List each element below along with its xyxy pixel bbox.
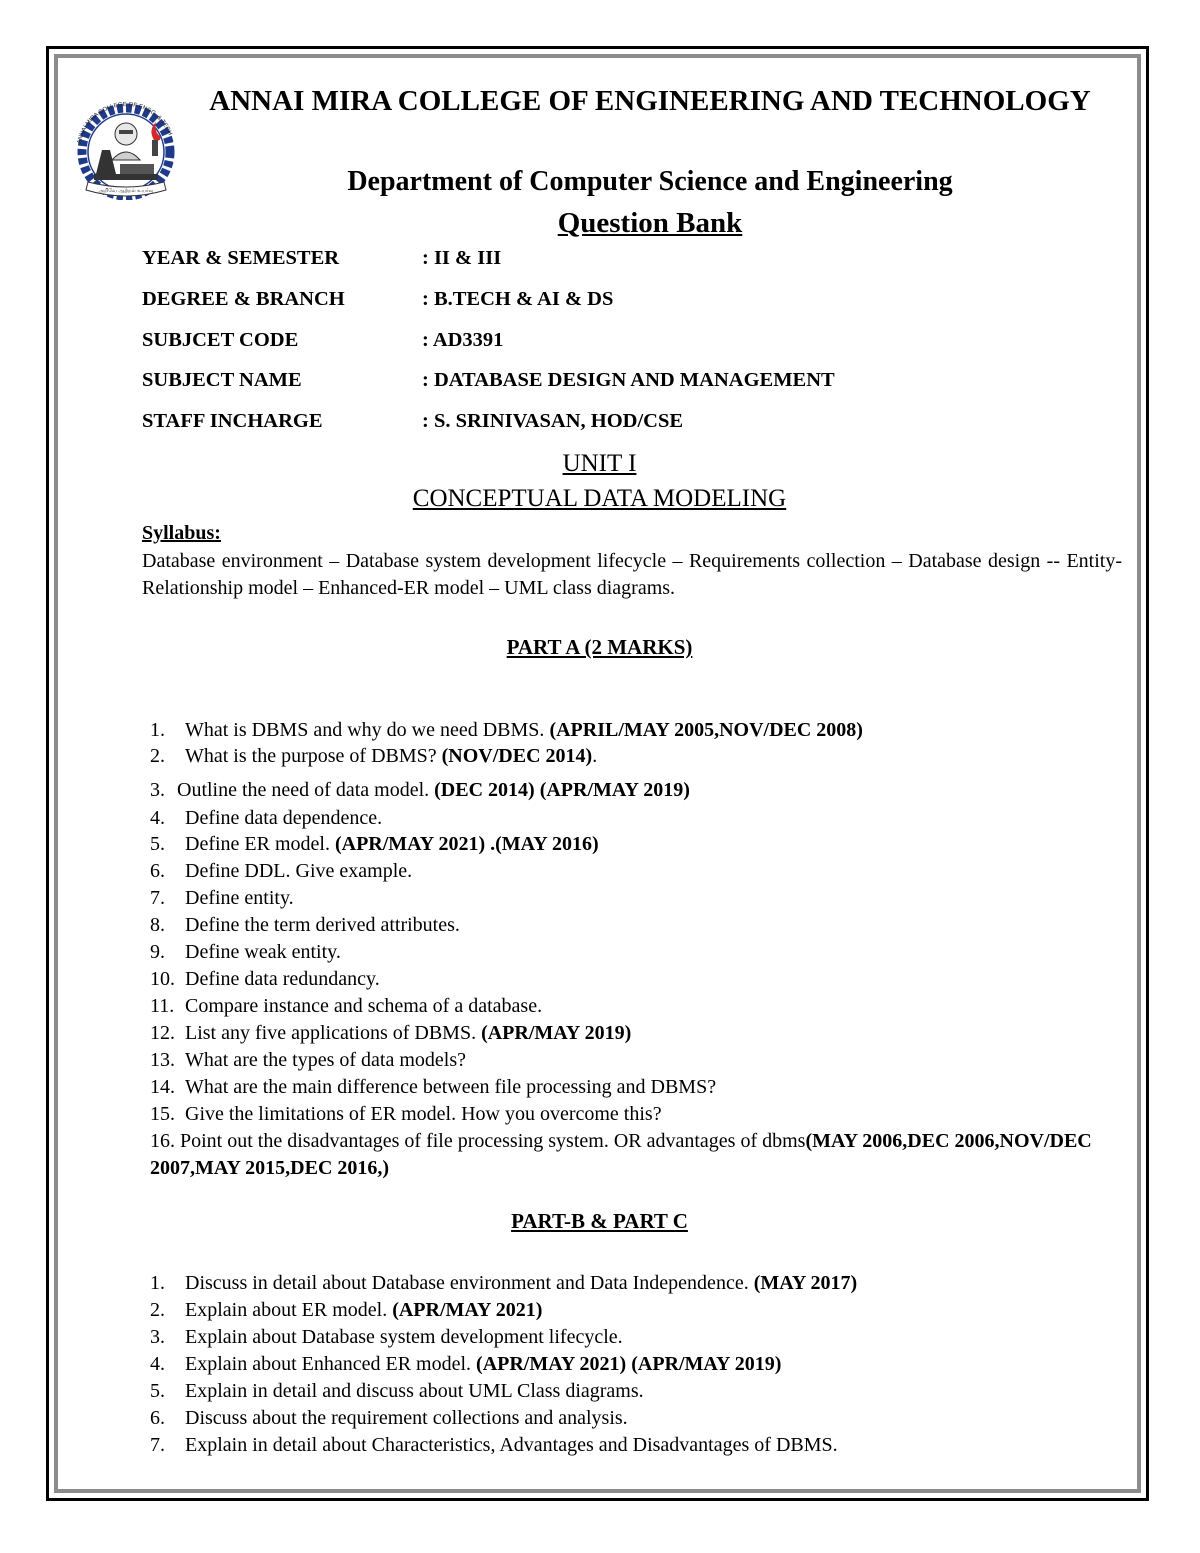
meta-value: : II & III	[422, 247, 502, 269]
question-text: Compare instance and schema of a database.	[185, 995, 543, 1017]
question-text: What is the purpose of DBMS? (NOV/DEC 2014).	[185, 745, 598, 767]
meta-value: : DATABASE DESIGN AND MANAGEMENT	[422, 369, 835, 391]
question-text: Explain about ER model. (APR/MAY 2021)	[185, 1299, 543, 1321]
college-name: ANNAI MIRA COLLEGE OF ENGINEERING AND TECHNOLOGY	[209, 85, 1091, 117]
question-text: Give the limitations of ER model. How you overcome this?	[185, 1103, 662, 1125]
question-text: Define data dependence.	[185, 807, 383, 829]
syllabus-label: Syllabus:	[142, 522, 221, 544]
exam-reference: (APR/MAY 2021) .(MAY 2016)	[334, 833, 599, 855]
question-text: What are the main difference between file processing and DBMS?	[185, 1076, 717, 1098]
question-number: 1.	[150, 1272, 165, 1294]
question-text: Define data redundancy.	[185, 968, 380, 990]
question-number: 10.	[150, 968, 175, 990]
question-text: Define ER model. (APR/MAY 2021) .(MAY 2016)	[185, 833, 599, 855]
question-number: 2.	[150, 1299, 165, 1321]
question-text: What is DBMS and why do we need DBMS. (APRIL/MAY 2005,NOV/DEC 2008)	[185, 719, 863, 741]
college-logo-icon	[64, 94, 188, 200]
meta-key: YEAR & SEMESTER	[142, 247, 340, 269]
question-number: 12.	[150, 1022, 175, 1044]
meta-key: STAFF INCHARGE	[142, 410, 323, 432]
question-number: 2.	[150, 745, 165, 767]
exam-reference: (MAY 2006,DEC 2006,NOV/DEC 2007,MAY 2015,DEC 2016,)	[150, 1130, 1092, 1179]
question-text: Explain about Enhanced ER model. (APR/MAY 2021) (APR/MAY 2019)	[185, 1353, 782, 1375]
question-number: 4.	[150, 807, 165, 829]
meta-value: : S. SRINIVASAN, HOD/CSE	[422, 410, 684, 432]
question-text: Discuss about the requirement collections and analysis.	[185, 1407, 628, 1429]
document-title: Question Bank	[557, 207, 743, 239]
question-text: Discuss in detail about Database environment and Data Independence. (MAY 2017)	[185, 1272, 858, 1294]
question-number: 5.	[150, 833, 165, 855]
question-text: Define weak entity.	[185, 941, 341, 963]
meta-key: SUBJECT NAME	[142, 369, 302, 391]
question-number: 13.	[150, 1049, 175, 1071]
unit-title: UNIT I	[562, 450, 637, 477]
exam-reference: (APR/MAY 2021) (APR/MAY 2019)	[476, 1353, 782, 1375]
question-text: Explain about Database system development lifecycle.	[185, 1326, 623, 1348]
meta-value: : AD3391	[422, 329, 504, 351]
question-number: 9.	[150, 941, 165, 963]
question-text: Outline the need of data model. (DEC 2014) (APR/MAY 2019)	[177, 779, 690, 801]
question-number: 3.	[150, 1326, 165, 1348]
exam-reference: (NOV/DEC 2014)	[441, 745, 593, 767]
question-number: 3.	[150, 779, 165, 801]
question-number: 15.	[150, 1103, 175, 1125]
part-a-heading: PART A (2 MARKS)	[506, 635, 693, 659]
question-text: Define entity.	[185, 887, 294, 909]
exam-reference: (APRIL/MAY 2005,NOV/DEC 2008)	[549, 719, 863, 741]
question-number: 7.	[150, 1434, 165, 1456]
question-number: 1.	[150, 719, 165, 741]
exam-reference: (APR/MAY 2019)	[481, 1022, 632, 1044]
logo-motto: அறிவே ஆற்றல் உயர்வு	[98, 188, 154, 194]
part-bc-heading: PART-B & PART C	[511, 1209, 688, 1233]
question-text: Point out the disadvantages of file processing system. OR advantages of dbms	[180, 1130, 806, 1152]
exam-reference: (DEC 2014) (APR/MAY 2019)	[434, 779, 690, 801]
question-number: 6.	[150, 860, 165, 882]
question-number: 11.	[150, 995, 175, 1017]
question-number: 6.	[150, 1407, 165, 1429]
syllabus-text: Database environment – Database system development lifecycle – Requirements collection – Database design -- Entity-Relationship model – Enhanced-ER model – UML class diagrams.	[142, 550, 1122, 599]
question-number: 5.	[150, 1380, 165, 1402]
question-text: What are the types of data models?	[185, 1049, 466, 1071]
question-number: 16.	[150, 1130, 180, 1152]
question-text: List any five applications of DBMS. (APR/MAY 2019)	[185, 1022, 632, 1044]
question-text: Define DDL. Give example.	[185, 860, 413, 882]
question-number: 8.	[150, 914, 165, 936]
department-name: Department of Computer Science and Engineering	[347, 166, 953, 197]
question-text: Explain in detail and discuss about UML Class diagrams.	[185, 1380, 644, 1402]
meta-key: DEGREE & BRANCH	[142, 288, 345, 310]
meta-value: : B.TECH & AI & DS	[422, 288, 614, 310]
exam-reference: (MAY 2017)	[753, 1272, 858, 1294]
question-number: 7.	[150, 887, 165, 909]
logo-arc-text: ANNAI MIRA COLLEGE OF ENGG. & TECH	[76, 101, 173, 145]
question-number: 4.	[150, 1353, 165, 1375]
unit-subtitle: CONCEPTUAL DATA MODELING	[412, 485, 787, 512]
exam-reference: (APR/MAY 2021)	[392, 1299, 543, 1321]
meta-key: SUBJCET CODE	[142, 329, 299, 351]
question-number: 14.	[150, 1076, 175, 1098]
question-text: Explain in detail about Characteristics, Advantages and Disadvantages of DBMS.	[185, 1434, 838, 1456]
question-text: Define the term derived attributes.	[185, 914, 460, 936]
question-item	[150, 1128, 1110, 1182]
